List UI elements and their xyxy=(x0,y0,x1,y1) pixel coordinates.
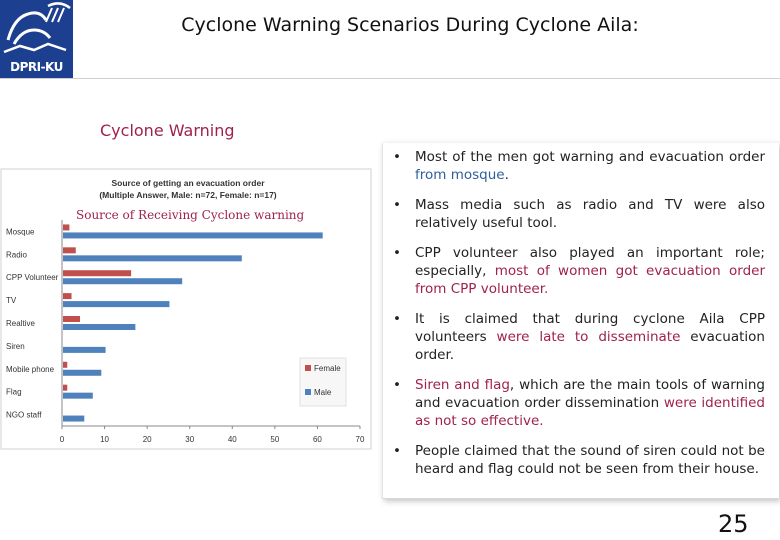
x-tick-label: 10 xyxy=(100,435,110,444)
bullet-text xyxy=(415,442,765,478)
y-category-label: NGO staff xyxy=(6,410,42,420)
page-number: 25 xyxy=(718,510,749,538)
bullet-text-run: from mosque xyxy=(415,167,505,183)
bar-male xyxy=(63,416,84,422)
legend-label: Male xyxy=(314,388,332,397)
bullet-text xyxy=(415,310,765,364)
bullet-text-run: CPP volunteer also played an important role; especially, xyxy=(415,245,765,279)
bullet-text-run: Mass media such as radio and TV were also relatively useful tool. xyxy=(415,197,765,231)
bullet-text-run: Most of the men got warning and evacuation order xyxy=(415,149,765,165)
bullet-text-run: were identified as not so effective. xyxy=(415,395,765,429)
y-category-label: Flag xyxy=(6,387,22,397)
x-tick-label: 30 xyxy=(185,435,195,444)
bullet-item xyxy=(393,196,765,232)
legend-swatch xyxy=(305,365,311,371)
slide-title: Cyclone Warning Scenarios During Cyclone Aila: xyxy=(181,14,639,36)
bar-male xyxy=(63,278,182,284)
y-category-label: Radio xyxy=(6,250,27,260)
x-tick-label: 50 xyxy=(270,435,280,444)
bullet-item xyxy=(393,244,765,298)
bullet-item xyxy=(393,376,765,430)
x-tick-label: 20 xyxy=(142,435,152,444)
legend-label: Female xyxy=(314,364,341,373)
title-divider xyxy=(0,78,780,79)
bullet-item xyxy=(393,148,765,184)
logo-emblem-icon xyxy=(0,0,73,60)
y-category-label: CPP Volunteer xyxy=(6,273,59,283)
bar-female xyxy=(63,270,131,276)
bullet-item xyxy=(393,442,765,478)
bar-female xyxy=(63,224,69,230)
bullet-text-run: Siren and flag xyxy=(415,377,510,393)
section-subheading: Cyclone Warning xyxy=(100,121,235,140)
bullet-panel xyxy=(382,143,779,499)
bar-male xyxy=(63,347,106,353)
chart-caption: Source of Receiving Cyclone warning xyxy=(76,208,305,222)
bullet-text-run: , which are the main tools of warning and evacuation order dissemination xyxy=(415,377,765,411)
dpri-logo xyxy=(0,0,73,78)
bar-male xyxy=(63,255,242,261)
bullet-text xyxy=(415,376,765,430)
bullet-text xyxy=(415,148,765,184)
y-category-label: Mobile phone xyxy=(6,364,55,374)
bullet-text xyxy=(415,196,765,232)
bar-male xyxy=(63,301,169,307)
bullet-text xyxy=(415,244,765,298)
bar-female xyxy=(63,293,72,299)
bullet-dot-icon: • xyxy=(393,149,401,165)
bullet-dot-icon: • xyxy=(393,377,401,393)
bar-male xyxy=(63,393,93,399)
bullet-item xyxy=(393,310,765,364)
y-category-label: Siren xyxy=(6,341,25,351)
bar-female xyxy=(63,362,67,368)
chart-subtitle: (Multiple Answer, Male: n=72, Female: n=17) xyxy=(99,190,277,200)
bullet-text-run: were late to disseminate xyxy=(496,329,681,345)
bullet-dot-icon: • xyxy=(393,245,401,261)
bar-male xyxy=(63,324,135,330)
logo-label: DPRI-KU xyxy=(10,60,63,74)
bullet-text-run: evacuation order. xyxy=(415,329,765,363)
bar-female xyxy=(63,385,67,391)
chart-title: Source of getting an evacuation order xyxy=(111,178,265,188)
bar-female xyxy=(63,316,80,322)
bar-female xyxy=(63,247,76,253)
x-tick-label: 40 xyxy=(227,435,237,444)
bullet-dot-icon: • xyxy=(393,311,401,327)
bar-male xyxy=(63,232,323,238)
legend-swatch xyxy=(305,389,311,395)
y-category-label: Mosque xyxy=(6,227,35,237)
y-category-label: TV xyxy=(6,296,17,306)
bullet-text-run: most of women got evacuation order from CPP volunteer. xyxy=(415,263,765,297)
bullet-text-run: . xyxy=(504,167,509,183)
x-tick-label: 70 xyxy=(355,435,365,444)
bullet-text-run: It is claimed that during cyclone Aila CPP volunteers xyxy=(415,311,765,345)
y-category-label: Realtive xyxy=(6,319,35,328)
bullet-dot-icon: • xyxy=(393,443,401,459)
bullet-dot-icon: • xyxy=(393,197,401,213)
bullet-text-run: People claimed that the sound of siren could not be heard and flag could not be seen from their house. xyxy=(415,443,765,477)
x-tick-label: 60 xyxy=(312,435,322,444)
bar-male xyxy=(63,370,101,376)
x-tick-label: 0 xyxy=(59,435,65,444)
